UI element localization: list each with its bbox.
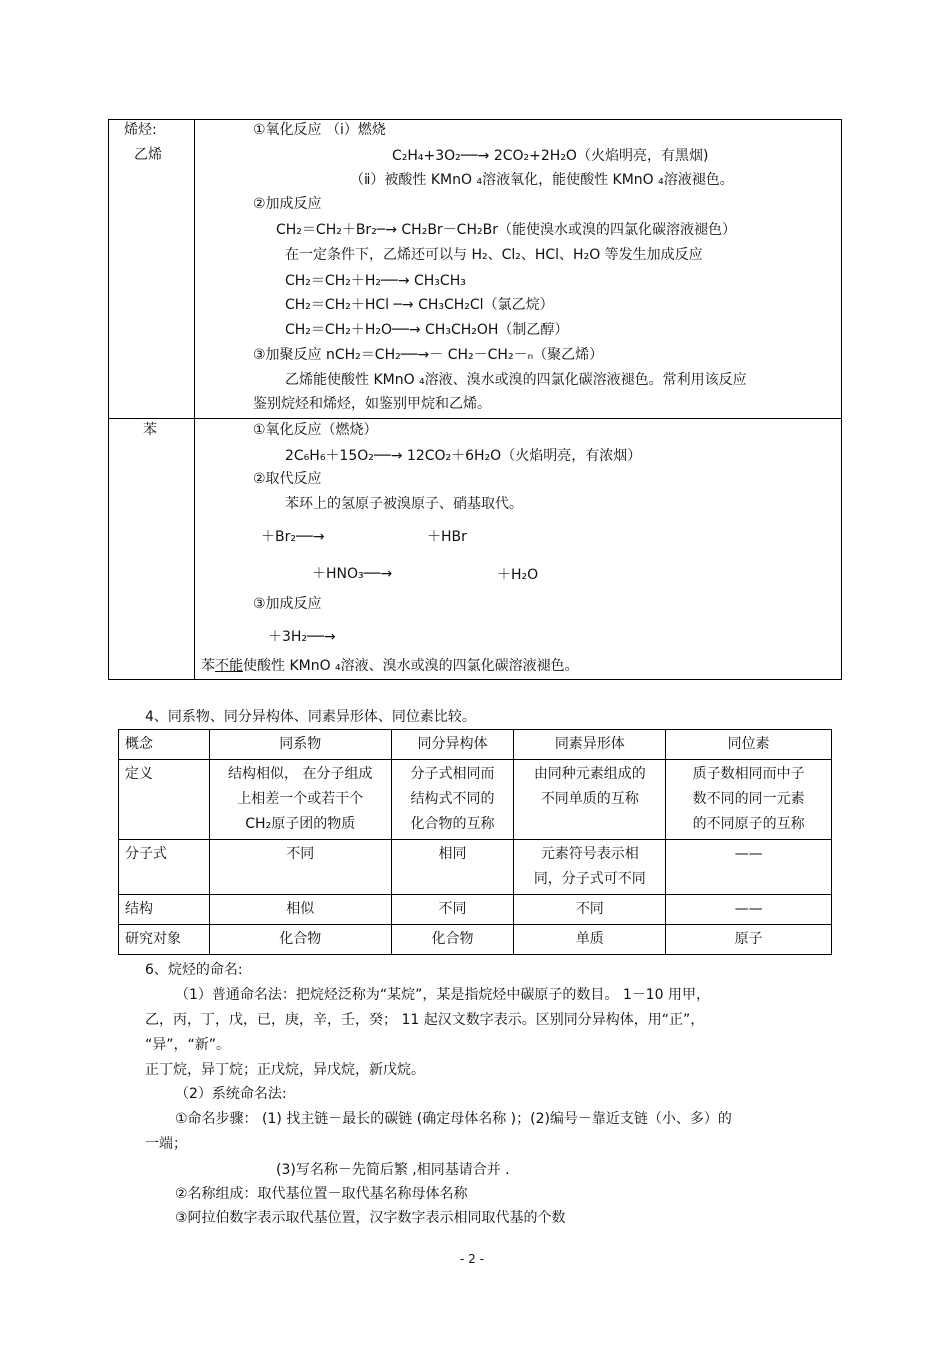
benzene-line: ＋3H₂──→: [268, 629, 336, 645]
table-cell: 分子式相同而 结构式不同的 化合物的互称: [391, 760, 514, 840]
table-cell: ——: [666, 895, 832, 925]
table-cell: 研究对象: [119, 925, 210, 955]
section-6-line: ①命名步骤： (1) 找主链－最长的碳链 (确定母体名称 )；(2)编号－靠近支链（小、多）的: [175, 1111, 732, 1127]
table-row: [119, 895, 832, 925]
table-cell: 化合物: [209, 925, 391, 955]
ethylene-line: 鉴别烷烃和烯烃，如鉴别甲烷和乙烯。: [253, 396, 491, 412]
table-cell: 元素符号表示相 同，分子式可不同: [514, 840, 666, 895]
ethylene-line: ②加成反应: [253, 196, 322, 212]
comparison-table: [118, 729, 832, 955]
table-row: [119, 840, 832, 895]
section-6-line: (3)写名称－先简后繁 ,相同基请合并 .: [276, 1162, 510, 1178]
table-divider: [108, 418, 842, 419]
page-number: - 2 -: [460, 1252, 484, 1266]
ethylene-line: CH₂＝CH₂＋Br₂─→ CH₂Br－CH₂Br（能使溴水或溴的四氯化碳溶液褪色）: [276, 222, 736, 238]
section-6-line: ③阿拉伯数字表示取代基位置，汉字数字表示相同取代基的个数: [175, 1210, 566, 1226]
ethylene-line: ①氧化反应 （ⅰ）燃烧: [253, 122, 386, 138]
ethylene-line: CH₂＝CH₂＋H₂O──→ CH₃CH₂OH（制乙醇）: [285, 322, 569, 338]
table-cell: 结构相似， 在分子组成 上相差一个或若干个 CH₂原子团的物质: [209, 760, 391, 840]
ethylene-line: （ⅱ）被酸性 KMnO ₄溶液氧化，能使酸性 KMnO ₄溶液褪色。: [350, 172, 734, 188]
section-4-title: 4、同系物、同分异构体、同素异形体、同位素比较。: [145, 709, 476, 725]
row-label-ethylene: 乙烯: [134, 147, 162, 163]
section-6-line: 正丁烷，异丁烷；正戊烷，异戊烷，新戊烷。: [145, 1062, 425, 1078]
ethylene-line: C₂H₄+3O₂──→ 2CO₂+2H₂O（火焰明亮，有黑烟): [392, 148, 709, 164]
benzene-note: [201, 659, 579, 673]
table-cell: 相似: [209, 895, 391, 925]
benzene-line: ＋H₂O: [497, 567, 539, 583]
row-label-benzene: 苯: [143, 422, 157, 438]
table-cell: 不同: [391, 895, 514, 925]
table-cell: 结构: [119, 895, 210, 925]
section-6-line: 一端；: [145, 1136, 187, 1152]
table-cell: 原子: [666, 925, 832, 955]
benzene-line: 2C₆H₆＋15O₂──→ 12CO₂＋6H₂O（火焰明亮，有浓烟）: [285, 448, 642, 464]
table-cell: 质子数相同而中子 数不同的同一元素 的不同原子的互称: [666, 760, 832, 840]
benzene-line: ＋Br₂──→: [261, 529, 325, 545]
section-6-line: （1）普通命名法：把烷烃泛称为“某烷”，某是指烷烃中碳原子的数目。 1－10 用甲，: [175, 987, 711, 1003]
section-6-line: “异”，“新”。: [145, 1037, 231, 1053]
header-cell: 同系物: [209, 730, 391, 760]
header-cell: 同位素: [666, 730, 832, 760]
table-cell: 相同: [391, 840, 514, 895]
table-row: [119, 760, 832, 840]
benzene-line: ②取代反应: [253, 471, 322, 487]
table-header-row: [119, 730, 832, 760]
benzene-line: ＋HBr: [427, 529, 467, 545]
table-cell: 由同种元素组成的 不同单质的互称: [514, 760, 666, 840]
table-cell: 定义: [119, 760, 210, 840]
header-cell: 同素异形体: [514, 730, 666, 760]
row-label-alkene: 烯烃:: [124, 122, 157, 138]
table-divider: [194, 119, 195, 680]
section-6-title: 6、烷烃的命名:: [145, 962, 243, 978]
ethylene-line: CH₂＝CH₂＋HCl ─→ CH₃CH₂Cl（氯乙烷）: [285, 297, 554, 313]
header-cell: 概念: [119, 730, 210, 760]
section-6-line: ②名称组成：取代基位置－取代基名称母体名称: [175, 1186, 468, 1202]
section-6-line: （2）系统命名法:: [175, 1086, 287, 1102]
table-cell: 单质: [514, 925, 666, 955]
benzene-note-post: 使酸性 KMnO ₄溶液、溴水或溴的四氯化碳溶液褪色。: [243, 658, 579, 674]
table-cell: 不同: [209, 840, 391, 895]
table-cell: 化合物: [391, 925, 514, 955]
table-cell: 不同: [514, 895, 666, 925]
ethylene-line: CH₂＝CH₂＋H₂──→ CH₃CH₃: [285, 273, 466, 289]
ethylene-line: 乙烯能使酸性 KMnO ₄溶液、溴水或溴的四氯化碳溶液褪色。常利用该反应: [285, 372, 747, 388]
benzene-note-underlined: 不能: [215, 658, 243, 674]
benzene-line: 苯环上的氢原子被溴原子、硝基取代。: [285, 496, 523, 512]
benzene-note-pre: 苯: [201, 658, 215, 674]
table-cell: ——: [666, 840, 832, 895]
header-cell: 同分异构体: [391, 730, 514, 760]
table-row: [119, 925, 832, 955]
benzene-line: ③加成反应: [253, 596, 322, 612]
benzene-line: ＋HNO₃──→: [312, 566, 393, 582]
table-cell: 分子式: [119, 840, 210, 895]
section-6-line: 乙，丙，丁，戊，已，庚，辛，壬，癸； 11 起汉文数字表示。区别同分异构体，用“正”，: [145, 1012, 705, 1028]
benzene-line: ①氧化反应（燃烧）: [253, 422, 378, 438]
ethylene-line: ③加聚反应 nCH₂＝CH₂──→－ CH₂－CH₂－ₙ（聚乙烯）: [253, 347, 604, 363]
ethylene-line: 在一定条件下，乙烯还可以与 H₂、Cl₂、HCl、H₂O 等发生加成反应: [285, 247, 703, 263]
